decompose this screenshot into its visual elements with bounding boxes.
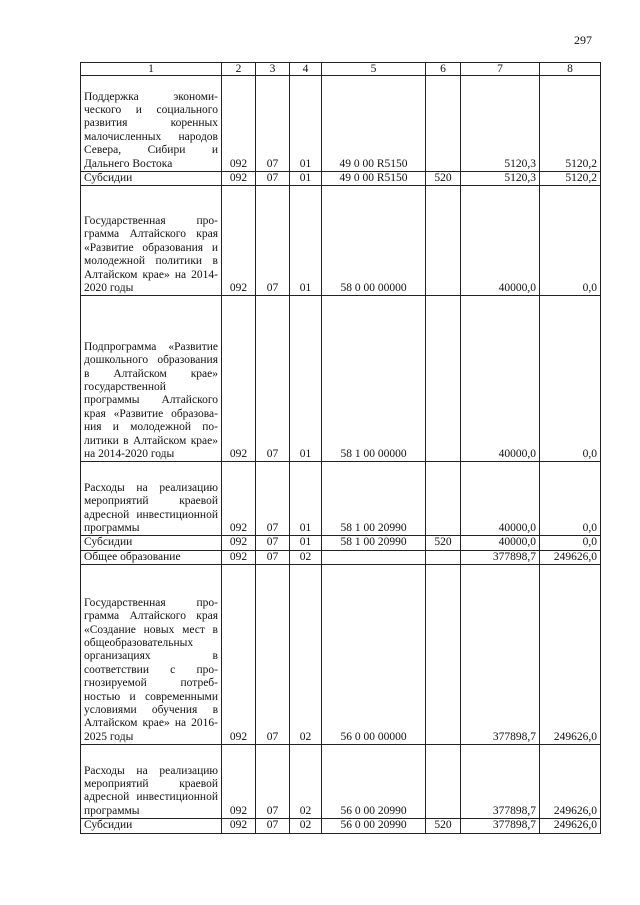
row-code-section: 07: [256, 186, 290, 296]
table-row: [81, 76, 601, 172]
column-header: 6: [426, 63, 461, 76]
row-name: Поддержка экономического и социального развития коренных малочисленных народов Севера, Сибири и Дальнего Востока: [81, 76, 222, 172]
row-code-expense-type: 520: [426, 172, 461, 186]
column-header: 1: [81, 63, 222, 76]
row-amount-1: 377898,7: [461, 550, 540, 564]
table-row: [81, 186, 601, 296]
row-name: Общее образование: [81, 550, 222, 564]
row-code-subsection: 01: [290, 536, 322, 550]
row-name: Субсидии: [81, 819, 222, 833]
row-code-subsection: 01: [290, 462, 322, 536]
row-code-expense-type: [426, 186, 461, 296]
row-code-subsection: 02: [290, 550, 322, 564]
column-header: 7: [461, 63, 540, 76]
row-code-expense-type: [426, 745, 461, 819]
row-code-section: 07: [256, 565, 290, 745]
row-amount-1: 40000,0: [461, 186, 540, 296]
row-amount-2: 0,0: [540, 462, 601, 536]
row-code-expense-type: [426, 550, 461, 564]
row-amount-1: 377898,7: [461, 745, 540, 819]
row-code-admin: 092: [222, 819, 256, 833]
row-code-expense-type: [426, 462, 461, 536]
table-row: [81, 745, 601, 819]
row-code-admin: 092: [222, 172, 256, 186]
row-code-admin: 092: [222, 76, 256, 172]
row-code-expense-type: 520: [426, 536, 461, 550]
row-code-section: 07: [256, 745, 290, 819]
row-code-target: 58 1 00 20990: [322, 536, 426, 550]
row-code-subsection: 02: [290, 819, 322, 833]
row-code-target: 56 0 00 00000: [322, 565, 426, 745]
row-amount-1: 40000,0: [461, 296, 540, 462]
column-header: 5: [322, 63, 426, 76]
row-code-target: 58 1 00 20990: [322, 462, 426, 536]
row-amount-2: 0,0: [540, 186, 601, 296]
row-code-expense-type: [426, 565, 461, 745]
row-code-subsection: 01: [290, 76, 322, 172]
row-code-admin: 092: [222, 536, 256, 550]
table-row: [81, 462, 601, 536]
column-header: 2: [222, 63, 256, 76]
table-row: [81, 565, 601, 745]
row-name: Расходы на реализацию мероприятий краевой адресной инвестиционной программы: [81, 745, 222, 819]
row-amount-2: 5120,2: [540, 76, 601, 172]
row-name: Субсидии: [81, 536, 222, 550]
row-code-admin: 092: [222, 462, 256, 536]
row-code-target: 58 1 00 00000: [322, 296, 426, 462]
row-code-subsection: 02: [290, 565, 322, 745]
row-code-admin: 092: [222, 565, 256, 745]
row-code-target: 58 0 00 00000: [322, 186, 426, 296]
row-name: Государственная программа Алтайского края «Создание новых мест в общеобразовательных организациях в соответствии с прогнозируемой потребностью и современными условиями обучения в Алтайском крае» на 2016-2025 годы: [81, 565, 222, 745]
table-row: [81, 819, 601, 833]
row-code-target: 49 0 00 R5150: [322, 172, 426, 186]
row-code-subsection: 01: [290, 296, 322, 462]
row-code-target: 56 0 00 20990: [322, 819, 426, 833]
row-code-admin: 092: [222, 550, 256, 564]
row-code-section: 07: [256, 172, 290, 186]
row-code-target: [322, 550, 426, 564]
row-amount-2: 249626,0: [540, 565, 601, 745]
table-row: [81, 172, 601, 186]
row-code-section: 07: [256, 819, 290, 833]
row-amount-1: 5120,3: [461, 76, 540, 172]
table-header-row: [81, 63, 601, 76]
row-code-section: 07: [256, 462, 290, 536]
row-amount-1: 377898,7: [461, 819, 540, 833]
row-amount-2: 5120,2: [540, 172, 601, 186]
row-code-subsection: 02: [290, 745, 322, 819]
row-name: Подпрограмма «Развитие дошкольного образования в Алтайском крае» государственной программы Алтайского края «Развитие образования и молодежной политики в Алтайском крае» на 2014-2020 годы: [81, 296, 222, 462]
row-code-subsection: 01: [290, 172, 322, 186]
budget-table: [80, 62, 601, 834]
row-amount-2: 0,0: [540, 296, 601, 462]
row-code-section: 07: [256, 76, 290, 172]
row-code-expense-type: [426, 76, 461, 172]
row-amount-1: 40000,0: [461, 462, 540, 536]
row-code-expense-type: 520: [426, 819, 461, 833]
row-code-admin: 092: [222, 186, 256, 296]
row-name: Расходы на реализацию мероприятий краевой адресной инвестиционной программы: [81, 462, 222, 536]
table-row: [81, 550, 601, 564]
row-code-expense-type: [426, 296, 461, 462]
row-code-subsection: 01: [290, 186, 322, 296]
row-amount-1: 5120,3: [461, 172, 540, 186]
row-amount-1: 40000,0: [461, 536, 540, 550]
row-code-section: 07: [256, 536, 290, 550]
row-amount-2: 249626,0: [540, 550, 601, 564]
row-amount-2: 0,0: [540, 536, 601, 550]
row-name: Субсидии: [81, 172, 222, 186]
row-code-section: 07: [256, 550, 290, 564]
row-code-admin: 092: [222, 296, 256, 462]
table-row: [81, 296, 601, 462]
row-code-section: 07: [256, 296, 290, 462]
row-amount-2: 249626,0: [540, 745, 601, 819]
column-header: 4: [290, 63, 322, 76]
column-header: 8: [540, 63, 601, 76]
column-header: 3: [256, 63, 290, 76]
row-code-target: 56 0 00 20990: [322, 745, 426, 819]
row-amount-2: 249626,0: [540, 819, 601, 833]
table-row: [81, 536, 601, 550]
row-name: Государственная программа Алтайского края «Развитие образования и молодежной политики в Алтайском крае» на 2014-2020 годы: [81, 186, 222, 296]
page-number: 297: [574, 33, 592, 47]
row-amount-1: 377898,7: [461, 565, 540, 745]
row-code-admin: 092: [222, 745, 256, 819]
row-code-target: 49 0 00 R5150: [322, 76, 426, 172]
